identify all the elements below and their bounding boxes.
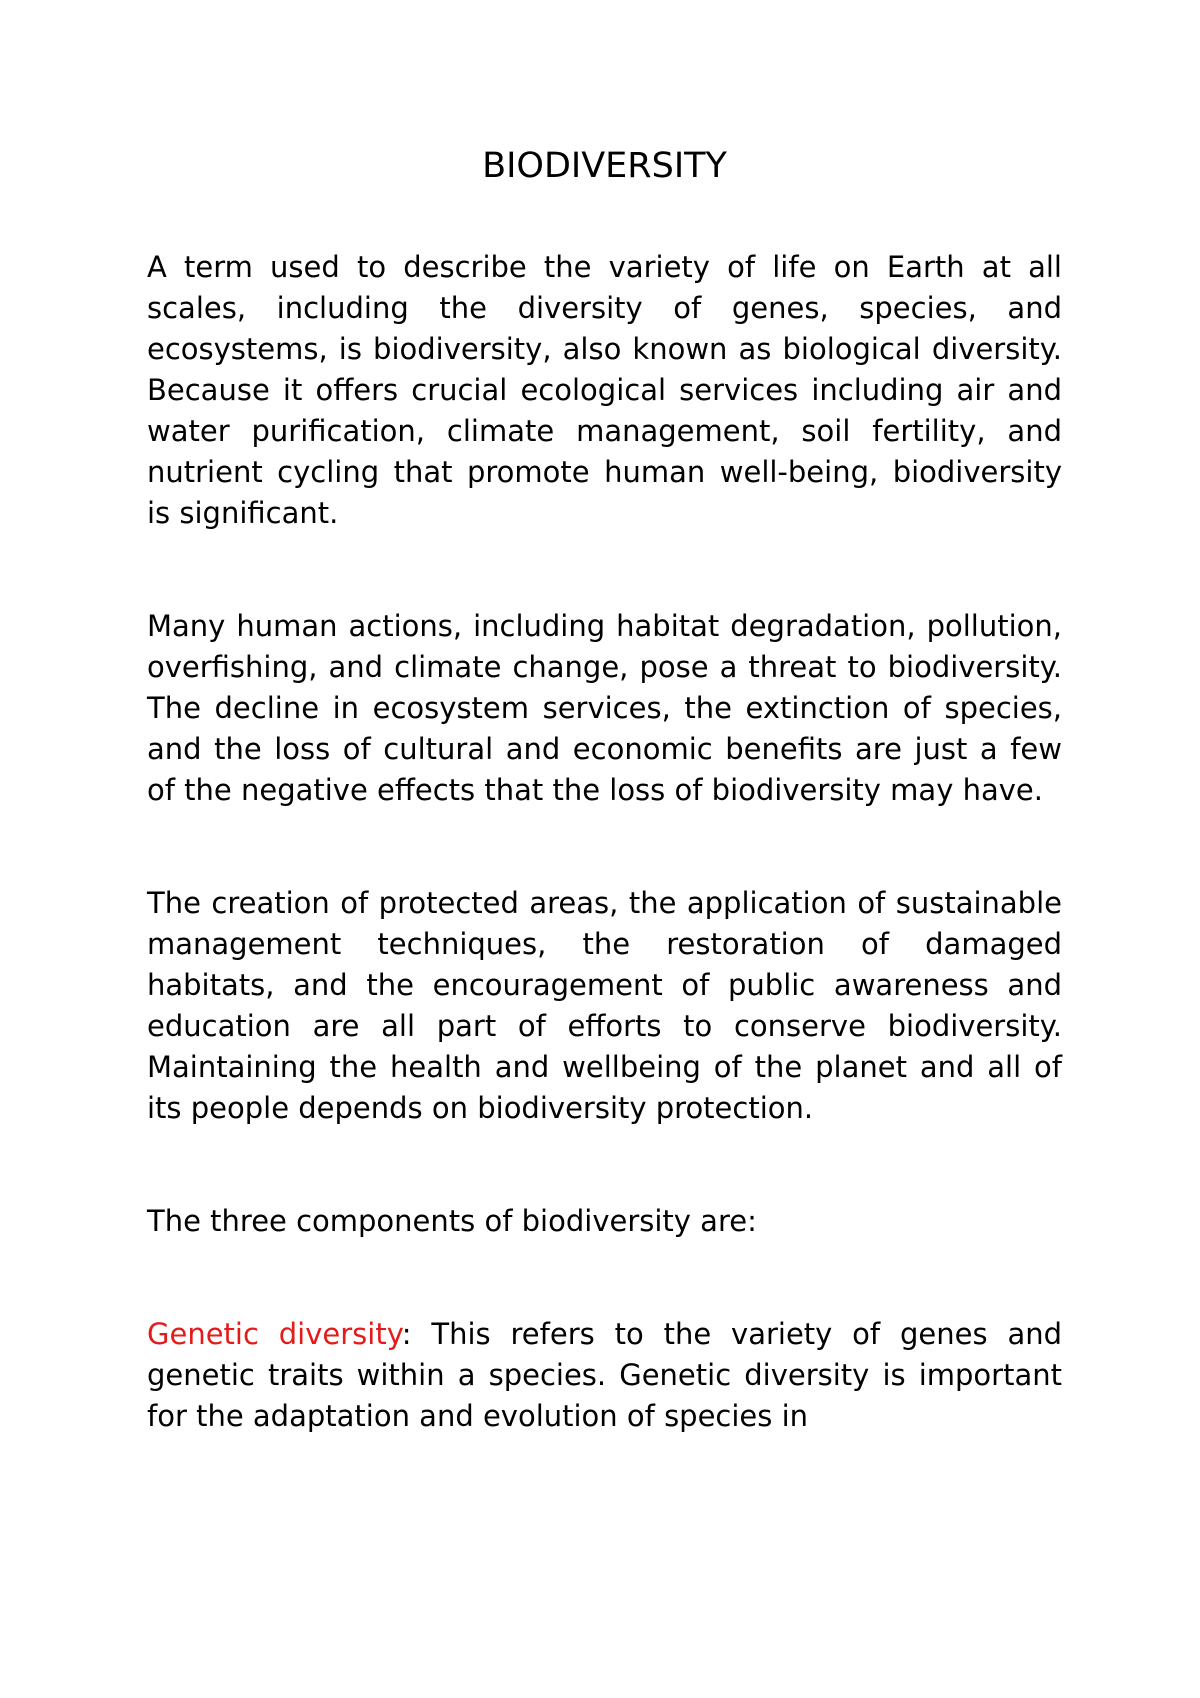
paragraph-conservation: The creation of protected areas, the application of sustainable management techniques, the restoration of damaged habitats, and the encouragement of public awareness and education are all part of efforts to conserve biodiversity. Maintaining the health and wellbeing of the planet and all of its people depends on biodiversity protection. xyxy=(147,886,1062,1125)
document-title: BIODIVERSITY xyxy=(482,146,727,186)
document-body xyxy=(147,144,1062,1437)
genetic-diversity-text: : This refers to the variety of genes and genetic traits within a species. Genetic diversity is important for the adaptation and evolution of species in xyxy=(147,1317,1063,1433)
paragraph-components-intro: The three components of biodiversity are: xyxy=(147,1204,757,1238)
paragraph-threats: Many human actions, including habitat degradation, pollution, overfishing, and climate change, pose a threat to biodiversity. The decline in ecosystem services, the extinction of species, and the loss of cultural and economic benefits are just a few of the negative effects that the loss of biodiversity may have. xyxy=(147,609,1062,807)
paragraph-genetic-diversity xyxy=(147,1314,1062,1437)
paragraph-intro: A term used to describe the variety of life on Earth at all scales, including the diversity of genes, species, and ecosystems, is biodiversity, also known as biological diversity. Because it offers crucial ecological services including air and water purification, climate management, soil fertility, and nutrient cycling that promote human well-being, biodiversity is significant. xyxy=(147,250,1062,530)
term-genetic-diversity: Genetic diversity xyxy=(147,1317,402,1351)
